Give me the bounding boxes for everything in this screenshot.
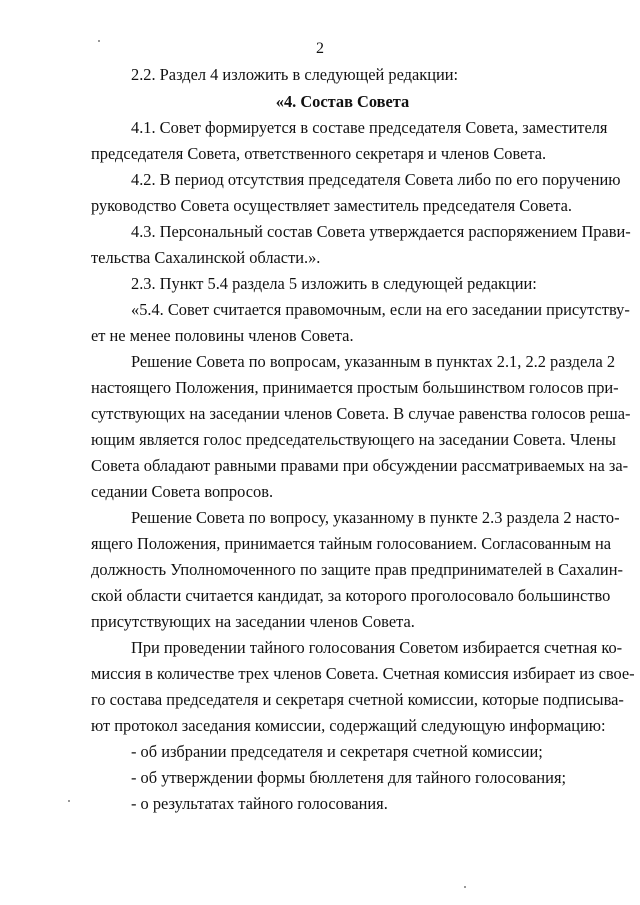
text-line: руководство Совета осуществляет заместитель председателя Совета. bbox=[91, 196, 573, 215]
scan-speck bbox=[464, 886, 466, 888]
text-line: 4.3. Персональный состав Совета утверждается распоряжением Прави- bbox=[131, 222, 631, 241]
text-line: тельства Сахалинской области.». bbox=[91, 248, 321, 267]
text-line: 4.2. В период отсутствия председателя Совета либо по его поручению bbox=[131, 170, 621, 189]
text-line: миссия в количестве трех членов Совета. Счетная комиссия избирает из свое- bbox=[91, 664, 635, 683]
scan-speck bbox=[98, 40, 100, 42]
text-line: ют протокол заседания комиссии, содержащий следующую информацию: bbox=[91, 716, 606, 735]
text-line: присутствующих на заседании членов Совета. bbox=[91, 612, 415, 631]
text-line: должность Уполномоченного по защите прав предпринимателей в Сахалин- bbox=[91, 560, 623, 579]
text-line: 2.3. Пункт 5.4 раздела 5 изложить в следующей редакции: bbox=[131, 274, 537, 293]
text-line: При проведении тайного голосования Советом избирается счетная ко- bbox=[131, 638, 623, 657]
text-line: ской области считается кандидат, за которого проголосовало большинство bbox=[91, 586, 611, 605]
text-line: 2.2. Раздел 4 изложить в следующей редакции: bbox=[131, 65, 459, 84]
text-line: ющим является голос председательствующего на заседании Совета. Члены bbox=[91, 430, 616, 449]
list-item: - об утверждении формы бюллетеня для тайного голосования; bbox=[131, 768, 567, 787]
text-line: сутствующих на заседании членов Совета. В случае равенства голосов реша- bbox=[91, 404, 631, 423]
text-line: ящего Положения, принимается тайным голосованием. Согласованным на bbox=[91, 534, 612, 553]
text-line: 4.1. Совет формируется в составе председателя Совета, заместителя bbox=[131, 118, 608, 137]
text-line: го состава председателя и секретаря счетной комиссии, которые подписыва- bbox=[91, 690, 624, 709]
text-line: ет не менее половины членов Совета. bbox=[91, 326, 354, 345]
scan-speck bbox=[68, 800, 70, 802]
list-item: - об избрании председателя и секретаря счетной комиссии; bbox=[131, 742, 543, 761]
list-item: - о результатах тайного голосования. bbox=[131, 794, 388, 813]
text-line: Совета обладают равными правами при обсуждении рассматриваемых на за- bbox=[91, 456, 629, 475]
text-line: седании Совета вопросов. bbox=[91, 482, 274, 501]
text-line: Решение Совета по вопросу, указанному в пункте 2.3 раздела 2 насто- bbox=[131, 508, 620, 527]
text-line: «5.4. Совет считается правомочным, если на его заседании присутству- bbox=[131, 300, 630, 319]
section-heading: «4. Состав Совета bbox=[275, 92, 410, 111]
page-number: 2 bbox=[316, 40, 324, 57]
text-line: Решение Совета по вопросам, указанным в пунктах 2.1, 2.2 раздела 2 bbox=[131, 352, 616, 371]
text-line: настоящего Положения, принимается простым большинством голосов при- bbox=[91, 378, 619, 397]
text-line: председателя Совета, ответственного секретаря и членов Совета. bbox=[91, 144, 547, 163]
